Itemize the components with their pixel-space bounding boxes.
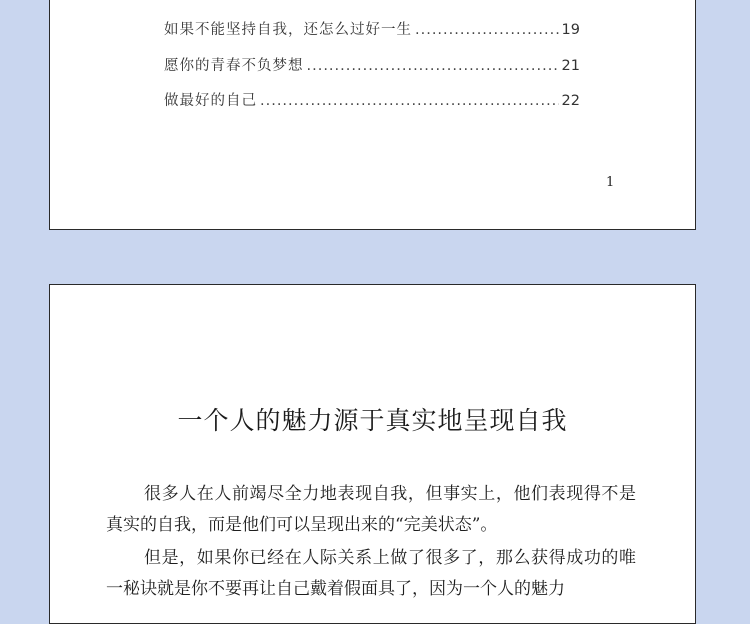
article-page <box>49 284 696 624</box>
toc-page <box>49 0 696 230</box>
toc-entry-title: 愿你的青春不负梦想 <box>164 58 304 74</box>
toc-leader-dots <box>415 22 559 38</box>
toc-entry <box>164 54 580 75</box>
toc-entry <box>164 18 580 39</box>
toc-entry-title: 如果不能坚持自我，还怎么过好一生 <box>164 22 412 38</box>
page-number: 1 <box>606 175 615 190</box>
toc-entry <box>164 89 580 110</box>
toc-entry-page: 22 <box>561 93 580 109</box>
toc-entry-title: 做最好的自己 <box>164 93 257 109</box>
toc-entry-page: 19 <box>561 22 580 38</box>
article-title: 一个人的魅力源于真实地呈现自我 <box>177 406 568 435</box>
article-paragraph: 很多人在人前竭尽全力地表现自我，但事实上，他们表现得不是真实的自我，而是他们可以呈现出来的“完美状态”。 <box>106 484 636 535</box>
toc-entry-page: 21 <box>561 58 580 74</box>
article-paragraph: 但是，如果你已经在人际关系上做了很多了，那么获得成功的唯一秘诀就是你不要再让自己戴着假面具了，因为一个人的魅力 <box>106 548 636 599</box>
toc-leader-dots <box>307 58 559 74</box>
toc-leader-dots <box>260 93 559 109</box>
